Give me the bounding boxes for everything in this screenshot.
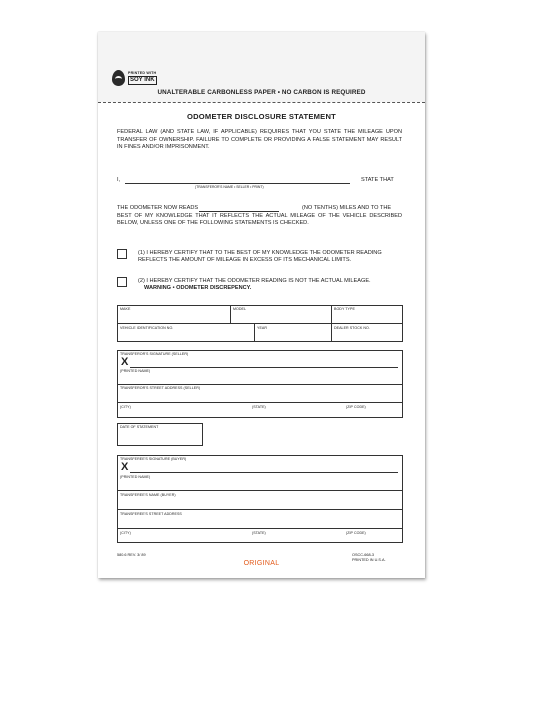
certification-1-text: (1) I HEREBY CERTIFY THAT TO THE BEST OF MY KNOWLEDGE THE ODOMETER READING REFLECTS THE AMOUNT OF MILEAGE IN EXCESS OF ITS MECHANICAL LIMITS. [138, 250, 382, 263]
logo-line-1: PRINTED WITH [128, 71, 157, 75]
odometer-disclosure-form [98, 32, 425, 578]
seller-city-field[interactable]: (CITY) [120, 405, 131, 409]
buyer-signature-x: X [121, 461, 129, 473]
certification-1-checkbox[interactable] [117, 249, 127, 259]
vin-field[interactable]: VEHICLE IDENTIFICATION NO. [120, 326, 174, 330]
certification-2-text: (2) I HEREBY CERTIFY THAT THE ODOMETER READING IS NOT THE ACTUAL MILEAGE. [138, 278, 371, 284]
soy-ink-drop-icon [112, 70, 125, 86]
seller-zip-field[interactable]: (ZIP CODE) [346, 405, 366, 409]
seller-signature-line[interactable] [130, 367, 398, 368]
buyer-name-field[interactable]: TRANSFEREE'S NAME (BUYER) [120, 493, 176, 497]
buyer-city-field[interactable]: (CITY) [120, 531, 131, 535]
seller-state-field[interactable]: (STATE) [252, 405, 266, 409]
logo-line-2: SOY INK [130, 77, 155, 83]
seller-signature-x: X [121, 356, 129, 368]
form-code: OSCC-668-3 [352, 553, 374, 557]
buyer-printed-name-field[interactable]: (PRINTED NAME) [120, 475, 151, 479]
buyer-signature-label: TRANSFEREE'S SIGNATURE (BUYER) [120, 457, 187, 461]
year-field[interactable]: YEAR [257, 326, 267, 330]
certification-2-checkbox[interactable] [117, 277, 127, 287]
form-number: 580.6 REV. 3/ 89 [117, 553, 146, 557]
odometer-reads-label: THE ODOMETER NOW READS [117, 205, 199, 211]
dealer-stock-field[interactable]: DEALER STOCK NO. [334, 326, 370, 330]
carbonless-notice: UNALTERABLE CARBONLESS PAPER • NO CARBON IS REQUIRED [157, 89, 366, 96]
transferor-name-line[interactable] [125, 183, 350, 184]
copy-designation: ORIGINAL [243, 560, 280, 567]
form-title: ODOMETER DISCLOSURE STATEMENT [187, 112, 336, 121]
buyer-zip-field[interactable]: (ZIP CODE) [346, 531, 366, 535]
body-type-field[interactable]: BODY TYPE [334, 307, 355, 311]
seller-street-field[interactable]: TRANSFEROR'S STREET ADDRESS (SELLER) [120, 386, 201, 390]
date-of-statement-box[interactable] [117, 423, 203, 446]
buyer-signature-line[interactable] [130, 472, 398, 473]
odometer-miles-label: (NO TENTHS) MILES AND TO THE [302, 205, 392, 211]
printed-in: PRINTED IN U.S.A. [352, 558, 386, 563]
soy-ink-logo [112, 70, 162, 86]
buyer-street-field[interactable]: TRANSFEREE'S STREET ADDRESS [120, 512, 182, 516]
date-of-statement-label: DATE OF STATEMENT [120, 425, 159, 429]
model-field[interactable]: MODEL [233, 307, 247, 311]
odometer-paragraph: BEST OF MY KNOWLEDGE THAT IT REFLECTS THE ACTUAL MILEAGE OF THE VEHICLE DESCRIBED BELOW, UNLESS ONE OF THE FOLLOWING STATEMENTS IS CHECKED. [117, 212, 402, 227]
intro-paragraph: FEDERAL LAW (AND STATE LAW, IF APPLICABLE) REQUIRES THAT YOU STATE THE MILEAGE UPON TRANSFER OF OWNERSHIP. FAILURE TO COMPLETE OR PROVIDING A FALSE STATEMENT MAY RESULT IN FINES AND/OR IMPRISONMENT. [117, 129, 402, 151]
state-that-label: STATE THAT [361, 177, 394, 183]
seller-info-box [117, 350, 403, 418]
transferor-name-caption: (TRANSFEROR'S NAME • SELLER • PRINT) [195, 185, 264, 189]
buyer-info-box [117, 455, 403, 543]
i-label: I, [117, 177, 121, 183]
vehicle-info-box [117, 305, 403, 342]
certification-2 [138, 278, 403, 292]
seller-signature-label: TRANSFEROR'S SIGNATURE (SELLER) [120, 352, 189, 356]
buyer-state-field[interactable]: (STATE) [252, 531, 266, 535]
perforation-line [98, 102, 425, 103]
make-field[interactable]: MAKE [120, 307, 131, 311]
seller-printed-name-field[interactable]: (PRINTED NAME) [120, 369, 151, 373]
discrepancy-warning: WARNING • ODOMETER DISCREPENCY. [144, 285, 252, 291]
